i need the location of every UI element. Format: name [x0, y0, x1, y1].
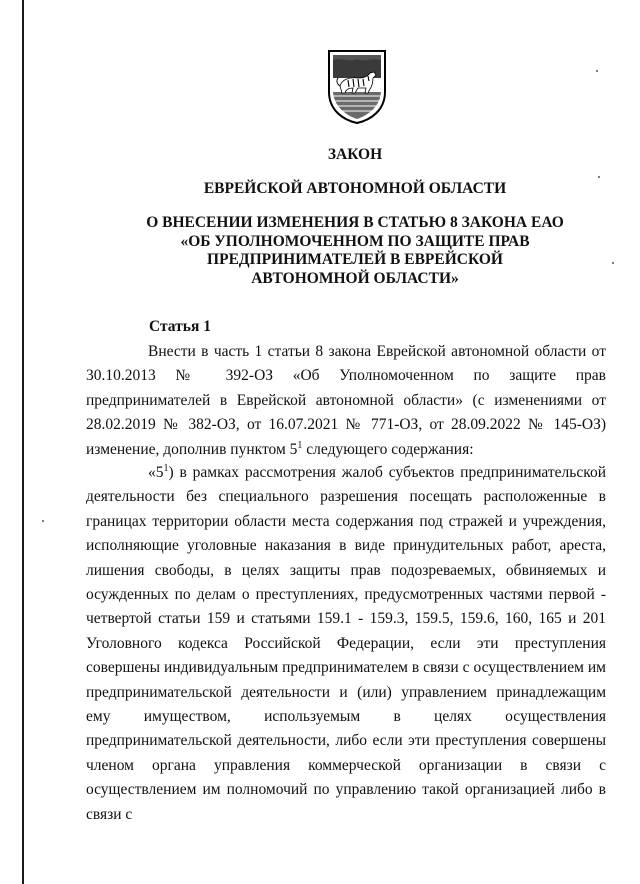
paragraph-text: «5: [148, 464, 164, 481]
paragraph-text: следующего содержания:: [302, 440, 474, 458]
scan-speck: [598, 176, 600, 178]
article-paragraph-intro: [86, 340, 606, 462]
superscript: 1: [297, 439, 303, 451]
coat-of-arms-emblem: [326, 48, 388, 124]
region-heading: ЕВРЕЙСКОЙ АВТОНОМНОЙ ОБЛАСТИ: [203, 180, 507, 197]
article-title: Статья 1: [149, 318, 211, 335]
superscript: 1: [163, 462, 169, 474]
scan-speck: [596, 70, 598, 72]
article-paragraph-amendment: [86, 461, 606, 827]
paragraph-text: ) в рамках рассмотрения жалоб субъектов предпринимательской деятельности без специального разрешения посещать расположенные в границах территории области места содержания под стражей и учреждения, исполняющие уголовные наказания в виде принудительных работ, ареста, лишения свободы, в целях защиты прав подозреваемых, обвиняемых и осужденных по делам о преступлениях, предусмотренных частями первой - четвертой статьи 159 и статьями 159.1 - 159.3, 159.5, 159.6, 160, 165 и 201 Уголовного кодекса Российской Федерации, если эти преступления совершены индивидуальным предпринимателем в связи с осуществлением им предпринимательской деятельности и (или) управлением принадлежащим ему имуществом, используемым в целях осуществления предпринимательской деятельности, либо если эти преступления совершены членом органа управления коммерческой организации в связи с осуществлением им полномочий по управлению такой организацией либо в связи с: [86, 464, 606, 823]
law-heading: ЗАКОН: [327, 146, 383, 163]
binding-margin-line: [22, 0, 24, 884]
law-title-line: «ОБ УПОЛНОМОЧЕННОМ ПО ЗАЩИТЕ ПРАВ: [180, 232, 530, 250]
paragraph-text: Внести в часть 1 статьи 8 закона Еврейской автономной области от 30.10.2013 № 392-ОЗ «Об Уполномоченном по защите прав предпринимателей в Еврейской автономной области» (с изменениями от 28.02.2019 № 382-ОЗ, от 16.07.2021 № 771-ОЗ, от 28.09.2022 № 145-ОЗ) изменение, дополнив пунктом 5: [86, 343, 606, 458]
scan-speck: [42, 520, 44, 522]
scan-speck: [612, 262, 614, 264]
law-title: [100, 214, 610, 288]
law-title-line: О ВНЕСЕНИИ ИЗМЕНЕНИЯ В СТАТЬЮ 8 ЗАКОНА ЕАО: [146, 214, 564, 231]
law-title-line: ПРЕДПРИНИМАТЕЛЕЙ В ЕВРЕЙСКОЙ: [207, 251, 503, 268]
law-title-line: АВТОНОМНОЙ ОБЛАСТИ»: [251, 269, 459, 287]
